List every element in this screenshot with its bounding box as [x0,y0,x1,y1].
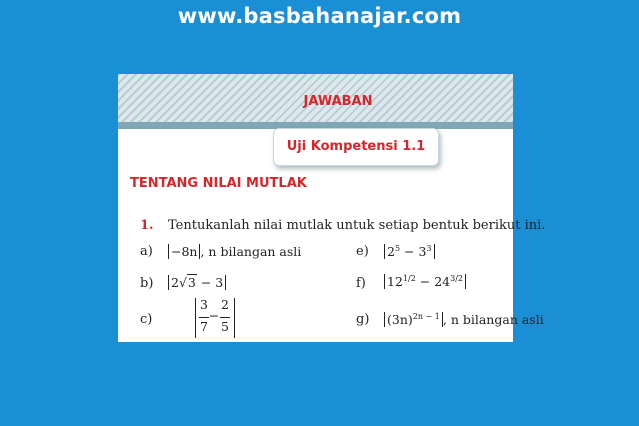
answer-card [118,74,546,342]
item-f-exp2: 3/2 [450,274,463,283]
item-g-label: g) [356,312,370,327]
item-a-suffix: , n bilangan asli [200,244,302,259]
item-c-op: − [208,308,220,323]
item-c-bar2 [220,317,230,318]
item-b-expression [168,275,226,290]
item-g-inner: (3n) [387,312,413,327]
item-b-radicand: 3 [187,275,196,290]
item-a-label: a) [140,244,153,259]
item-g-exp: 2n − 1 [412,312,440,321]
item-f-base2: 24 [434,274,451,289]
item-e-exp2: 3 [426,244,432,253]
item-c-den2: 5 [221,319,229,334]
competency-tab-label: Uji Kompetensi 1.1 [286,139,426,154]
item-e-abs [384,244,435,259]
item-a-abs: −8n [168,244,200,259]
item-b-coef: 2 [171,275,179,290]
jawaban-heading: JAWABAN [303,94,373,109]
question-number: 1. [140,218,154,233]
competency-tab [273,128,439,166]
item-f-exp1: 1/2 [402,274,416,283]
item-c-num1: 3 [200,297,208,312]
item-e-expression [384,244,435,259]
question-text: Tentukanlah nilai mutlak untuk setiap bentuk berikut ini. [168,218,546,233]
item-f-base1: 12 [387,274,403,289]
item-e-base1: 2 [387,244,395,259]
item-e-label: e) [356,244,369,259]
site-title: www.basbahanajar.com [177,4,462,28]
item-f-abs [384,274,466,289]
item-g-suffix: , n bilangan asli [442,312,544,327]
item-g-expression [384,312,544,327]
item-g-abs [384,312,443,327]
item-e-op: − [400,244,419,259]
section-title: TENTANG NILAI MUTLAK [130,176,307,191]
item-e-exp1: 5 [394,244,401,253]
item-b-label: b) [140,276,154,291]
item-f-expression [384,274,466,289]
item-e-base2: 3 [418,244,427,259]
item-b-abs: 2√3 − 3 [168,275,226,290]
item-f-label: f) [356,276,366,291]
item-c-den1: 7 [200,319,208,334]
item-b-tail: − 3 [196,275,224,290]
item-c-num2: 2 [221,297,229,312]
item-f-op: − [415,274,435,289]
item-a-expression [168,244,301,259]
item-c-label: c) [140,312,153,327]
